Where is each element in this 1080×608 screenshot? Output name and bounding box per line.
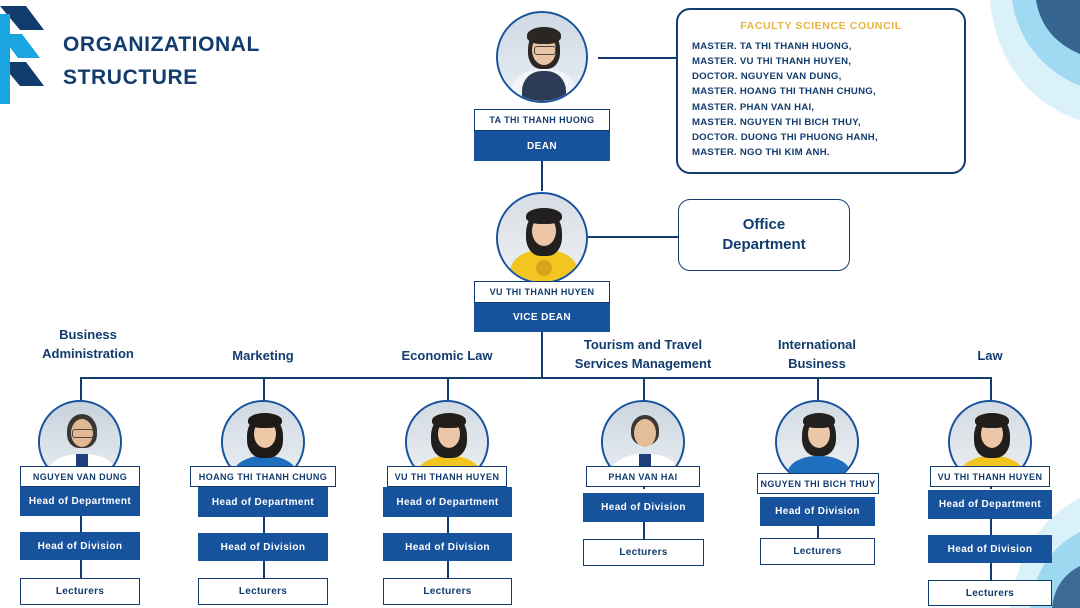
dept-staff: Lecturers bbox=[20, 578, 140, 605]
faculty-science-council-panel bbox=[676, 8, 966, 174]
council-member: MASTER. HOANG THI THANH CHUNG, bbox=[692, 86, 876, 98]
page-title-line2: STRUCTURE bbox=[63, 65, 198, 89]
dept-staff: Lecturers bbox=[760, 538, 875, 565]
council-member: DOCTOR. NGUYEN VAN DUNG, bbox=[692, 71, 842, 83]
brand-logo-icon bbox=[0, 0, 48, 120]
dept-staff: Lecturers bbox=[198, 578, 328, 605]
dept-person-name: PHAN VAN HAI bbox=[586, 466, 700, 487]
dept-title-line1: Marketing bbox=[232, 348, 294, 363]
page-title bbox=[63, 29, 260, 94]
connector-role1-role2 bbox=[990, 519, 992, 535]
vice-dean-avatar bbox=[496, 192, 588, 284]
dept-role-2: Head of Division bbox=[20, 532, 140, 560]
dept-staff: Lecturers bbox=[928, 580, 1052, 606]
department-bus-line bbox=[80, 377, 990, 379]
dept-title-line1: Tourism and Travel bbox=[583, 337, 703, 352]
dept-person-name: NGUYEN VAN DUNG bbox=[20, 466, 140, 487]
dean-name: TA THI THANH HUONG bbox=[474, 109, 610, 131]
office-label-line1: Office bbox=[742, 215, 786, 233]
connector-role2-staff bbox=[263, 561, 265, 578]
connector-vicedean-office bbox=[588, 236, 678, 238]
connector-role1-role2 bbox=[80, 516, 82, 532]
dept-title-business-administration bbox=[0, 326, 176, 364]
dept-title-international-business bbox=[737, 336, 897, 374]
dept-avatar-international-business bbox=[775, 400, 859, 484]
dept-person-name: NGUYEN THI BICH THUY bbox=[757, 473, 879, 494]
council-member: MASTER. NGO THI KIM ANH. bbox=[692, 147, 830, 159]
connector-dept-drop bbox=[643, 377, 645, 400]
connector-dept-drop bbox=[817, 377, 819, 400]
dept-role-1: Head of Department bbox=[928, 490, 1052, 519]
connector-role2-staff bbox=[80, 560, 82, 578]
connector-dept-drop bbox=[80, 377, 82, 400]
dept-title-marketing bbox=[183, 347, 343, 366]
vice-dean-name: VU THI THANH HUYEN bbox=[474, 281, 610, 303]
dept-title-tourism-travel-services-management bbox=[533, 336, 753, 374]
dept-staff: Lecturers bbox=[383, 578, 512, 605]
dept-title-line2: Administration bbox=[42, 345, 134, 361]
connector-dean-vicedean bbox=[541, 161, 543, 191]
council-member: MASTER. VU THI THANH HUYEN, bbox=[692, 56, 852, 68]
connector-role2-staff bbox=[990, 563, 992, 580]
council-member: MASTER. PHAN VAN HAI, bbox=[692, 101, 815, 113]
office-department-box bbox=[678, 199, 850, 271]
dept-title-line2: Business bbox=[788, 355, 846, 371]
dept-title-law bbox=[910, 347, 1070, 366]
dept-role-2: Head of Division bbox=[198, 533, 328, 561]
dept-role-2: Head of Division bbox=[383, 533, 512, 561]
dept-role-2: Head of Division bbox=[928, 535, 1052, 563]
dept-title-line2: Services Management bbox=[574, 355, 712, 371]
dept-title-line1: International bbox=[777, 337, 856, 352]
dept-person-name: HOANG THI THANH CHUNG bbox=[190, 466, 336, 487]
connector-role1-role2 bbox=[263, 517, 265, 533]
council-member: MASTER. TA THI THANH HUONG, bbox=[692, 41, 852, 52]
dean-avatar bbox=[496, 11, 588, 103]
dept-role-1: Head of Department bbox=[383, 487, 512, 517]
page-title-line1: ORGANIZATIONAL bbox=[63, 33, 260, 56]
connector-dept-drop bbox=[447, 377, 449, 400]
connector-role2-staff bbox=[447, 561, 449, 578]
vice-dean-role: VICE DEAN bbox=[474, 303, 610, 332]
corner-decoration-top-right bbox=[960, 0, 1080, 120]
office-label-line2: Department bbox=[722, 236, 806, 253]
dept-title-economic-law bbox=[367, 347, 527, 366]
dept-role-1: Head of Department bbox=[198, 487, 328, 517]
connector-role1-role2 bbox=[447, 517, 449, 533]
dept-title-line1: Law bbox=[977, 348, 1003, 363]
council-member: DOCTOR. DUONG THI PHUONG HANH, bbox=[692, 131, 878, 143]
dept-title-line1: Business bbox=[59, 327, 117, 342]
dept-staff: Lecturers bbox=[583, 539, 704, 566]
dept-title-line1: Economic Law bbox=[401, 348, 493, 363]
connector-dept-drop bbox=[263, 377, 265, 400]
dean-role: DEAN bbox=[474, 131, 610, 161]
dept-role-1: Head of Division bbox=[583, 493, 704, 522]
council-title: FACULTY SCIENCE COUNCIL bbox=[740, 20, 902, 32]
dept-person-name: VU THI THANH HUYEN bbox=[930, 466, 1050, 487]
council-member: MASTER. NGUYEN THI BICH THUY, bbox=[692, 116, 861, 128]
dept-role-1: Head of Division bbox=[760, 497, 875, 526]
connector-dept-drop bbox=[990, 377, 992, 400]
connector-dean-council bbox=[598, 57, 678, 59]
dept-role-1: Head of Department bbox=[20, 487, 140, 516]
connector-role1-staff bbox=[643, 522, 645, 539]
dept-person-name: VU THI THANH HUYEN bbox=[387, 466, 507, 487]
